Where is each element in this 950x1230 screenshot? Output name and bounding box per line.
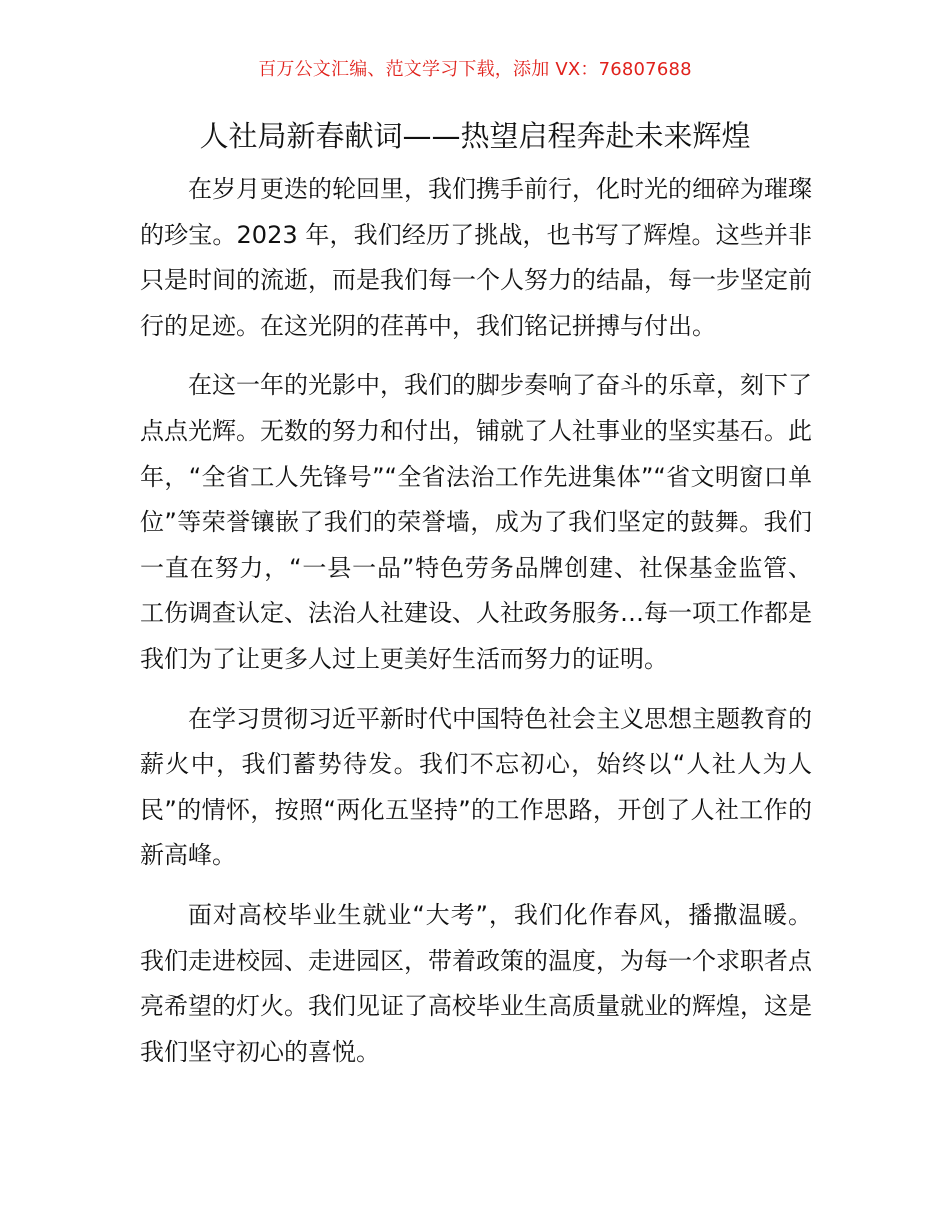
document-body — [140, 167, 812, 1089]
paragraph-3: 在学习贯彻习近平新时代中国特色社会主义思想主题教育的薪火中，我们蓄势待发。我们不忘初心，始终以“人社人为人民”的情怀，按照“两化五坚持”的工作思路，开创了人社工作的新高峰。 — [140, 704, 812, 870]
paragraph-2: 在这一年的光影中，我们的脚步奏响了奋斗的乐章，刻下了点点光辉。无数的努力和付出，铺就了人社事业的坚实基石。此年，“全省工人先锋号”“全省法治工作先进集体”“省文明窗口单位”等荣誉镶嵌了我们的荣誉墙，成为了我们坚定的鼓舞。我们一直在努力，“一县一品”特色劳务品牌创建、社保基金监管、工伤调查认定、法治人社建设、人社政务服务…每一项工作都是我们为了让更多人过上更美好生活而努力的证明。 — [140, 371, 812, 673]
paragraph-4: 面对高校毕业生就业“大考”，我们化作春风，播撒温暖。我们走进校园、走进园区，带着政策的温度，为每一个求职者点亮希望的灯火。我们见证了高校毕业生高质量就业的辉煌，这是我们坚守初心的喜悦。 — [140, 900, 812, 1066]
document-title: 人社局新春献词——热望启程奔赴未来辉煌 — [199, 119, 751, 153]
paragraph-1: 在岁月更迭的轮回里，我们携手前行，化时光的细碎为璀璨的珍宝。2023 年，我们经历了挑战，也书写了辉煌。这些并非只是时间的流逝，而是我们每一个人努力的结晶，每一步坚定前行的足迹。在这光阴的荏苒中，我们铭记拼搏与付出。 — [140, 175, 812, 340]
header-note: 百万公文汇编、范文学习下载，添加 VX：76807688 — [258, 59, 692, 80]
